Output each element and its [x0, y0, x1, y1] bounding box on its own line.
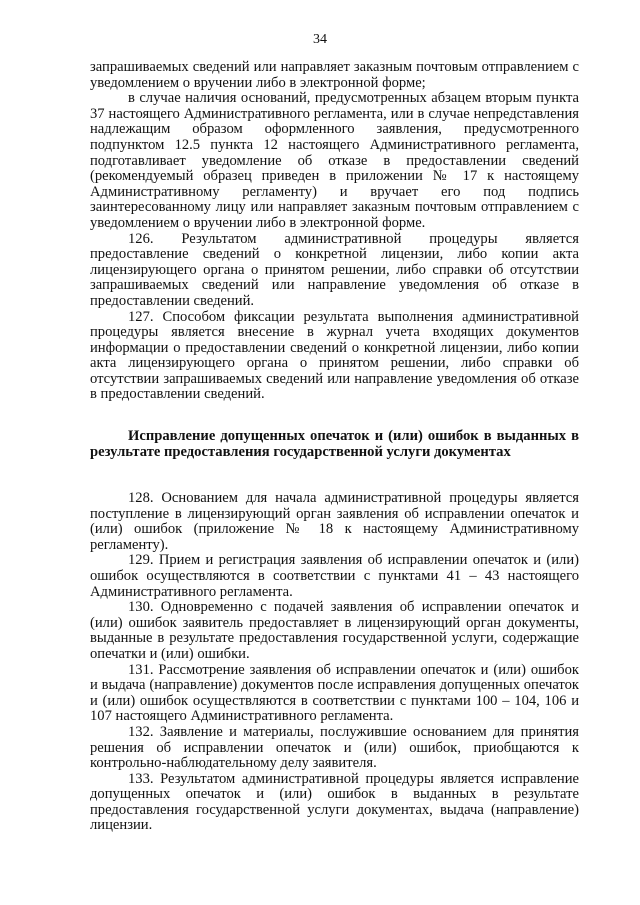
paragraph-130: 130. Одновременно с подачей заявления об исправлении опечаток и (или) ошибок заявитель предоставляет в лицензирующий орган документы, выданные в результате предоставления государственной услуги, содержащие опечатки и (или) ошибки. [90, 599, 579, 662]
paragraph-127: 127. Способом фиксации результата выполнения административной процедуры является внесение в журнал учета входящих документов информации о предоставлении сведений о конкретной лицензии, либо копии акта лицензирующего органа о принятом решении, либо справки об отсутствии запрашиваемых сведений или направление уведомления об отказе в предоставлении сведений. [90, 308, 579, 403]
paragraph-132: 132. Заявление и материалы, послужившие основанием для принятия решения об исправлении опечаток и (или) ошибок, приобщаются к контрольно-наблюдательному делу заявителя. [90, 723, 579, 772]
text-block-bottom [90, 491, 579, 834]
section-heading: Исправление допущенных опечаток и (или) ошибок в выданных в результате предоставления государственной услуги документах [90, 428, 579, 460]
paragraph-133: 133. Результатом административной процедуры является исправление допущенных опечаток и (или) ошибок в выданных в результате предоставления государственной услуги документах, выдача (направление) лицензии. [90, 770, 579, 834]
page-number: 34 [313, 32, 327, 47]
text-block-top [90, 60, 579, 403]
paragraph-126: 126. Результатом административной процедуры является предоставление сведений о конкретной лицензии, либо копии акта лицензирующего органа о принятом решении, либо справки об отсутствии запрашиваемых сведений или направление уведомления об отказе в предоставлении сведений. [90, 230, 579, 309]
paragraph-refusal-grounds: в случае наличия оснований, предусмотренных абзацем вторым пункта 37 настоящего Административного регламента, или в случае непредставления надлежащим образом оформленного заявления, предусмотренного подпунктом 12.5 пункта 12 настоящего Административного регламента, подготавливает уведомление об отказе в предоставлении сведений (рекомендуемый образец приведен в приложении № 17 к настоящему Административному регламенту) и вручает его под подпись заинтересованному лицу или направляет заказным почтовым отправлением с уведомлением о вручении либо в электронной форме. [90, 90, 579, 231]
paragraph-131: 131. Рассмотрение заявления об исправлении опечаток и (или) ошибок и выдача (направление) документов после исправления допущенных опечаток и (или) ошибок осуществляются в соответствии с пунктами 100 – 104, 106 и 107 настоящего Административного регламента. [90, 661, 579, 725]
paragraph-129: 129. Прием и регистрация заявления об исправлении опечаток и (или) ошибок осуществляются в соответствии с пунктами 41 – 43 настоящего Административного регламента. [90, 552, 579, 600]
paragraph-continuation: запрашиваемых сведений или направляет заказным почтовым отправлением с уведомлением о вручении либо в электронной форме; [90, 59, 579, 91]
paragraph-128: 128. Основанием для начала административной процедуры является поступление в лицензирующий орган заявления об исправлении опечаток и (или) ошибок (приложение № 18 к настоящему Административному регламенту). [90, 490, 579, 553]
